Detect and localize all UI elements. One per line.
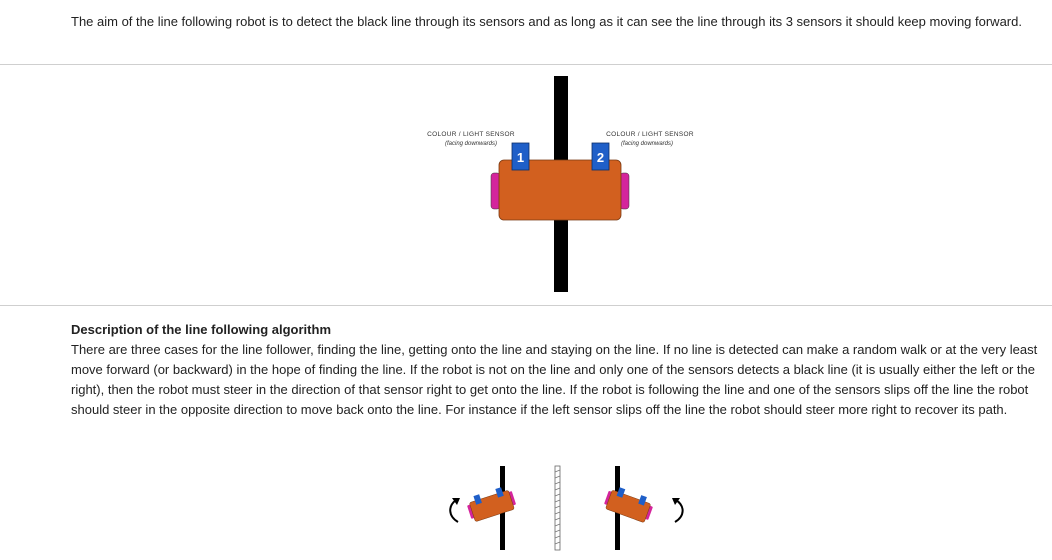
steering-diagram xyxy=(0,460,1052,560)
robot-body-right xyxy=(605,490,650,523)
textured-line xyxy=(555,466,560,550)
divider-top xyxy=(0,64,1052,65)
steer-left-scenario xyxy=(450,466,517,550)
description-title: Description of the line following algorithm xyxy=(71,322,331,337)
description-body: There are three cases for the line follower, finding the line, getting onto the line and staying on the line. If no line is detected can make a random walk or at the very least move forward (or backward) in the hope of finding the line. If the robot is not on the line and only one of the sensors detects a black line (it is usually either the left or the right), then the robot must steer in the direction of that sensor right to get onto the line. If the robot is following the line and one of the sensors slips off the line the robot should steer in the opposite direction to move back onto the line. For instance if the left sensor slips off the line the robot should steer more right to recover its path. xyxy=(71,342,1038,417)
sensor-2-sublabel: (facing downwards) xyxy=(620,141,674,147)
divider-middle xyxy=(0,305,1052,306)
robot-body-left xyxy=(469,490,514,522)
robot-diagram xyxy=(0,70,1052,310)
sensor-1-number: 1 xyxy=(516,150,525,165)
sensor-1-label: COLOUR / LIGHT SENSOR xyxy=(427,131,515,138)
sensor-2-number: 2 xyxy=(596,150,605,165)
sensor-1-sublabel: (facing downwards) xyxy=(444,141,498,147)
sensor-2-label: COLOUR / LIGHT SENSOR xyxy=(606,131,694,138)
intro-paragraph: The aim of the line following robot is to detect the black line through its sensors and as long as it can see the line through its 3 sensors it should keep moving forward. xyxy=(71,14,1022,29)
steer-right-scenario xyxy=(603,466,683,550)
